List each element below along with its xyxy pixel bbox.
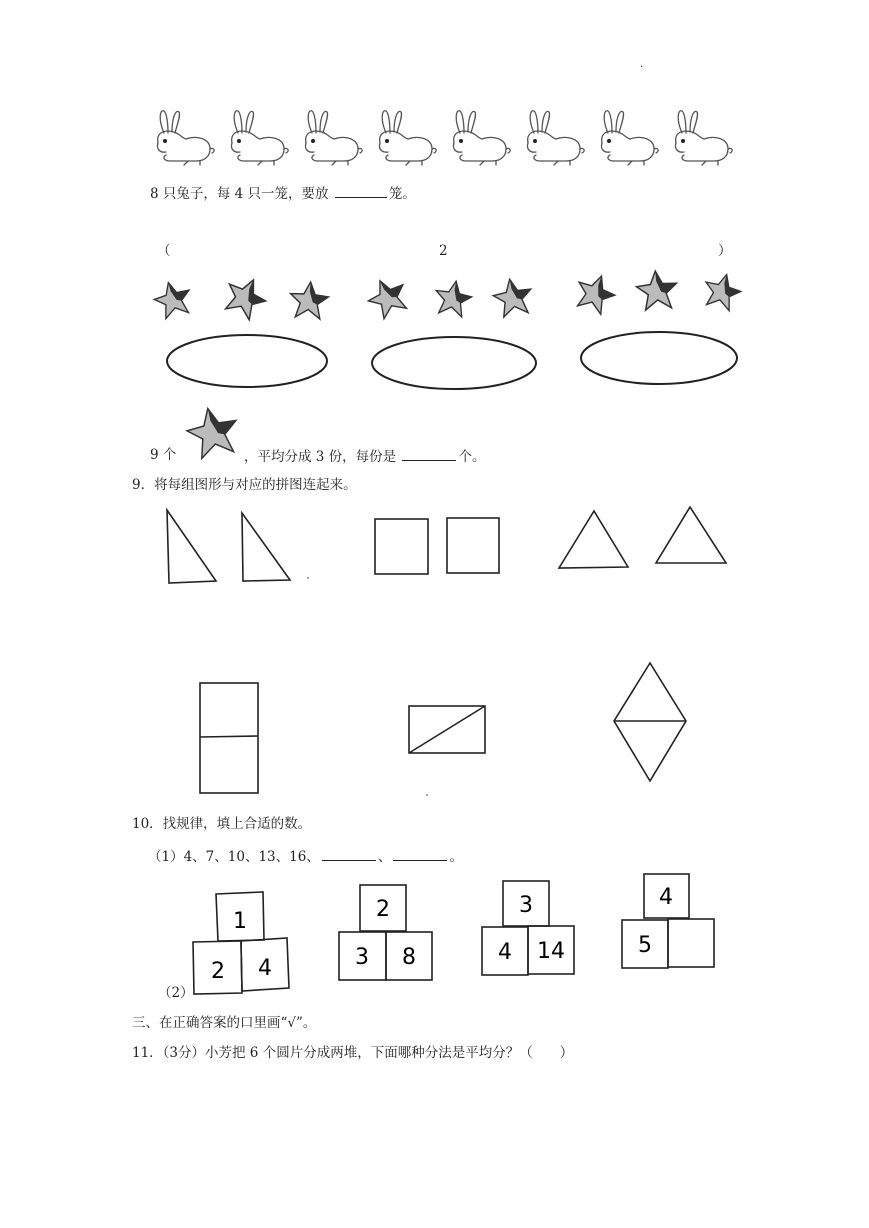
- pyramid-1-left: 2: [211, 959, 225, 984]
- star-question-prefix: 9 个: [150, 447, 177, 463]
- answer-blank-seq-1[interactable]: [322, 846, 376, 861]
- oval-3: [581, 332, 737, 384]
- q9-title: 9．将每组图形与对应的拼图连起来。: [132, 477, 357, 493]
- triangle-2: [656, 507, 726, 563]
- rabbit-question-suffix: 笼。: [388, 186, 416, 202]
- star-question-suffix: 个。: [458, 449, 486, 465]
- star-icon: [700, 270, 744, 312]
- q10-title: 10．找规律，填上合适的数。: [132, 816, 312, 832]
- pyramid-subquestion: （2）: [158, 985, 194, 1001]
- star-icon: [432, 278, 473, 318]
- pyramid-2-left: 3: [355, 945, 369, 970]
- sequence-end: 。: [449, 849, 463, 865]
- rabbits-illustration: [150, 105, 730, 170]
- star-question: [244, 446, 485, 466]
- pyramid-4-top: 4: [659, 885, 673, 910]
- square-1: [375, 519, 428, 574]
- pyramid-3-left: 4: [498, 940, 512, 965]
- pyramid-2-top: 2: [376, 897, 390, 922]
- stars-division-illustration: [145, 268, 755, 398]
- sequence-separator: 、: [377, 849, 392, 865]
- pyramid-4-left: 5: [638, 933, 652, 958]
- answer-blank-seq-2[interactable]: [393, 846, 447, 861]
- star-icon: [571, 270, 619, 317]
- star-icon: [151, 278, 195, 320]
- paren-open: （: [157, 243, 171, 259]
- sequence-text: （1）4、7、10、13、16、: [148, 849, 320, 865]
- star-icon: [289, 280, 330, 319]
- answer-blank-each[interactable]: [402, 446, 456, 461]
- oval-1: [167, 335, 327, 387]
- pyramid-1-right: 4: [258, 956, 272, 981]
- square-2: [447, 518, 499, 573]
- star-question-middle: ，平均分成 3 份，每份是: [244, 449, 397, 465]
- section-3-title: 三、在正确答案的口里画“√”。: [132, 1015, 317, 1031]
- right-triangle-2: [242, 513, 290, 581]
- paren-close: ）: [718, 243, 732, 259]
- rabbit-question: [150, 183, 416, 203]
- pyramid-2-right: 8: [402, 945, 416, 970]
- triangle-1: [559, 511, 628, 568]
- page-mark: .: [640, 59, 644, 70]
- pattern-sequence: [148, 846, 463, 866]
- pyramid-3-right: 14: [537, 939, 565, 964]
- diamond: [614, 663, 686, 781]
- pyramid-3-top: 3: [519, 893, 533, 918]
- star-icon: [183, 405, 243, 460]
- q11-text: 11．（3分）小芳把 6 个圆片分成两堆，下面哪种分法是平均分？（ ）: [132, 1045, 574, 1061]
- answer-blank-cages[interactable]: [335, 183, 387, 198]
- star-icon: [219, 271, 271, 322]
- star-icon: [491, 276, 535, 318]
- star-icon: [363, 273, 413, 322]
- mid-number: 2: [439, 243, 448, 259]
- star-icon: [635, 269, 678, 310]
- right-triangle-1: [167, 510, 216, 583]
- pyramid-1-top: 1: [233, 909, 247, 934]
- shapes-matching: [150, 505, 750, 805]
- tall-rectangle: [200, 683, 258, 793]
- number-pyramids: [190, 870, 730, 1000]
- oval-2: [372, 337, 536, 389]
- rabbit-question-text: 8 只兔子，每 4 只一笼，要放: [150, 186, 329, 202]
